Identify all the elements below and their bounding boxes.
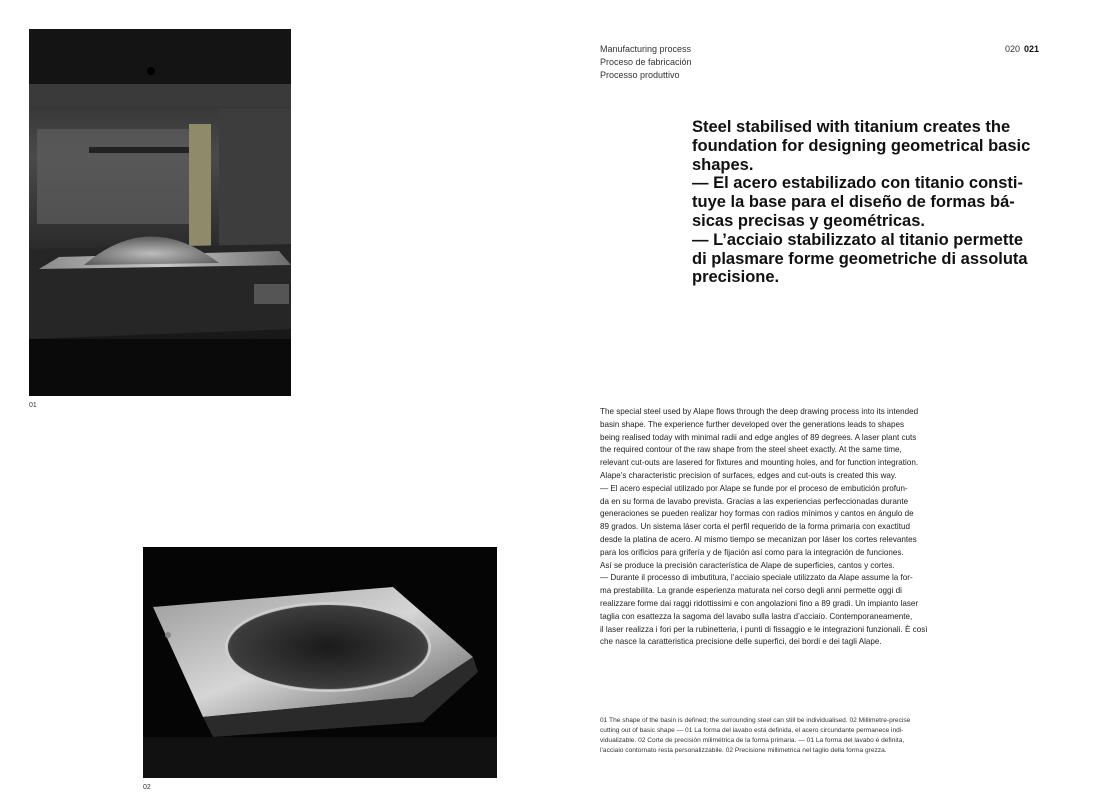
body-line: The special steel used by Alape flows through the deep drawing process into its intended	[600, 407, 919, 416]
headline-line: tuye la base para el diseño de formas bá-	[692, 193, 1015, 212]
body-line: da en su forma de lavabo prevista. Gracias a las experiencias perfeccionadas durante	[600, 496, 909, 506]
body-line: 89 grados. Un sistema láser corta el perfil requerido de la forma primaria con exactitud	[600, 522, 910, 532]
section-title	[600, 43, 692, 82]
photo-01-number: 01	[29, 402, 37, 409]
body-line: — El acero especial utilizado por Alape se funde por el proceso de embutición profun-	[600, 483, 908, 493]
body-line: para los orificios para grifería y de fijación así como para la integración de funciones.	[600, 547, 904, 557]
body-line: Así se produce la precisión característica de Alape de superficies, cantos y cortes.	[600, 560, 895, 570]
photo-02-image	[143, 547, 497, 778]
headline-line: shapes.	[692, 155, 754, 174]
body-line: il laser realizza i fori per la rubinetteria, i punti di fissaggio e le integrazioni funzionali. È così	[600, 624, 928, 634]
photo-captions	[600, 716, 960, 756]
body-line: relevant cut-outs are lasered for fixtures and mounting holes, and for function integration.	[600, 458, 919, 468]
headline-line: sicas precisas y geométricas.	[692, 211, 925, 230]
body-text	[600, 406, 970, 649]
caption-line: cutting out of basic shape — 01 La forma del lavabo está definida, el acero circundante permanece indi-	[600, 727, 904, 734]
body-line: basin shape. The experience further developed over the generations leads to shapes	[600, 419, 905, 429]
photo-02-number: 02	[143, 784, 151, 791]
body-line: realizzare forme dai raggi ridottissimi e con angolazioni fino a 89 gradi. Un impianto laser	[600, 598, 919, 608]
headline-line: Steel stabilised with titanium creates the	[692, 118, 1011, 136]
headline-line: foundation for designing geometrical basic	[692, 136, 1031, 155]
headline-line: — El acero estabilizado con titanio consti-	[692, 174, 1023, 193]
page-number-left: 020	[1005, 44, 1021, 54]
headline	[692, 118, 1052, 287]
headline-line: — L’acciaio stabilizzato al titanio permette	[692, 230, 1023, 249]
body-line: che nasce la caratteristica precisione delle superfici, dei bordi e dei tagli Alape.	[600, 637, 882, 647]
section-title-it: Processo produttivo	[600, 70, 680, 80]
body-line: the required contour of the raw shape from the steel sheet exactly. At the same time,	[600, 445, 902, 455]
photo-01-image	[29, 29, 291, 396]
caption-line: l’acciaio contornato resta personalizzabile. 02 Precisione millimetrica nel taglio della forma grezza.	[600, 747, 887, 754]
page-numbers	[1005, 43, 1039, 56]
section-title-es: Proceso de fabricación	[600, 57, 692, 67]
page-number-right: 021	[1024, 44, 1040, 54]
body-line: Alape’s characteristic precision of surfaces, edges and cut-outs is created this way.	[600, 470, 897, 480]
section-title-en: Manufacturing process	[600, 44, 692, 54]
caption-line: vidualizable. 02 Corte de precisión milimétrica de la forma primaria. — 01 La forma del lavabo è definita,	[600, 737, 905, 744]
photo-press-basin-shape	[29, 29, 291, 396]
caption-line: 01 The shape of the basin is defined; the surrounding steel can still be individualised. 02 Millimetre-precise	[600, 717, 911, 724]
body-line: — Durante il processo di imbutitura, l’acciaio speciale utilizzato da Alape assume la for-	[600, 573, 913, 583]
body-line: ma prestabilita. La grande esperienza maturata nel corso degli anni permette oggi di	[600, 586, 902, 596]
body-line: desde la platina de acero. Al mismo tiempo se mecanizan por láser los cortes relevantes	[600, 534, 917, 544]
headline-line: di plasmare forme geometriche di assoluta	[692, 249, 1028, 268]
body-line: generaciones se pueden realizar hoy formas con radios mínimos y cantos en ángulo de	[600, 509, 914, 519]
body-line: taglia con esattezza la sagoma del lavabo sulla lastra d’acciaio. Contemporaneamente,	[600, 611, 913, 621]
body-line: being realised today with minimal radii and edge angles of 89 degrees. A laser plant cuts	[600, 432, 917, 442]
photo-cut-basin	[143, 547, 497, 778]
headline-line: precisione.	[692, 268, 780, 287]
